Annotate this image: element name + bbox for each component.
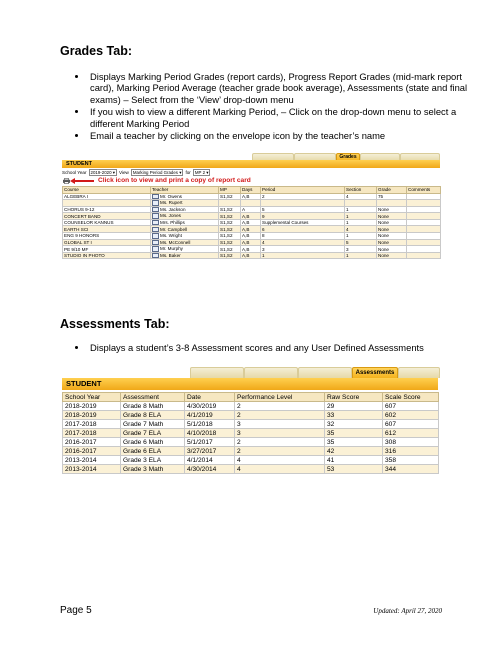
table-cell: 2018-2019 <box>63 402 121 411</box>
table-cell: 2013-2014 <box>63 456 121 465</box>
table-cell: S1,S2 <box>219 246 241 253</box>
assessments-heading: Assessments Tab: <box>60 317 170 331</box>
table-cell: Grade 8 Math <box>121 402 185 411</box>
grades-bullets <box>60 71 478 142</box>
table-cell <box>407 219 441 226</box>
table-cell: 2 <box>235 438 325 447</box>
table-cell: ENG 9 HONORS <box>63 233 151 240</box>
table-cell: 2018-2019 <box>63 411 121 420</box>
table-cell: S1,S2 <box>219 233 241 240</box>
column-header: Assessment <box>121 393 185 402</box>
table-cell: A,B <box>241 233 261 240</box>
table-cell: S1,S2 <box>219 206 241 213</box>
table-cell[interactable] <box>151 206 219 213</box>
teacher-name[interactable]: Mr. Campbell <box>160 226 188 232</box>
table-cell: S1,S2 <box>219 252 241 259</box>
school-year-label: School Year <box>62 170 87 175</box>
table-row <box>63 193 441 200</box>
table-cell: None <box>377 233 407 240</box>
table-cell: 41 <box>325 456 383 465</box>
table-cell: STUDIO IN PHOTO <box>63 252 151 259</box>
tab-inactive[interactable] <box>398 367 440 378</box>
table-cell <box>407 233 441 240</box>
table-cell: 2 <box>235 411 325 420</box>
table-cell: CHORUS 9-12 <box>63 206 151 213</box>
table-row <box>63 420 439 429</box>
table-cell: 344 <box>383 465 439 474</box>
table-cell: 2017-2018 <box>63 429 121 438</box>
table-cell: 607 <box>383 402 439 411</box>
table-row <box>63 402 439 411</box>
table-cell: 4 <box>235 465 325 474</box>
table-cell: 35 <box>325 438 383 447</box>
envelope-icon[interactable] <box>152 227 159 233</box>
table-cell[interactable] <box>151 219 219 226</box>
column-header: Scale Score <box>383 393 439 402</box>
tab-inactive[interactable] <box>244 367 298 378</box>
column-header: Grade <box>377 187 407 194</box>
table-cell: None <box>377 206 407 213</box>
table-cell: 4/1/2014 <box>185 456 235 465</box>
teacher-name[interactable]: Mr. Murphy <box>160 246 183 252</box>
table-cell: 1 <box>345 206 377 213</box>
table-cell: 6 <box>261 226 345 233</box>
column-header: Period <box>261 187 345 194</box>
table-cell <box>407 200 441 207</box>
tab-bar <box>62 153 440 160</box>
tab-inactive[interactable] <box>298 367 352 378</box>
for-label: for <box>185 170 191 175</box>
tab-grades[interactable]: Grades <box>336 153 360 161</box>
table-row <box>63 239 441 246</box>
table-row <box>63 465 439 474</box>
dropdown-arrow-icon: ▾ <box>179 170 182 175</box>
table-cell: 1 <box>261 252 345 259</box>
table-cell <box>407 252 441 259</box>
table-cell: 1 <box>345 252 377 259</box>
table-cell <box>407 213 441 220</box>
table-cell: 2 <box>235 402 325 411</box>
table-row <box>63 226 441 233</box>
table-cell: 53 <box>325 465 383 474</box>
table-cell: 29 <box>325 402 383 411</box>
table-cell <box>407 206 441 213</box>
table-cell: 358 <box>383 456 439 465</box>
table-cell: S1,S2 <box>219 226 241 233</box>
bullet-item: • If you wish to view a different Marking Period, – Click on the drop-down menu to select a different Marking Period <box>88 106 478 129</box>
table-cell <box>377 200 407 207</box>
assessments-bullets <box>60 342 478 354</box>
table-cell: Grade 7 ELA <box>121 429 185 438</box>
table-cell: 32 <box>325 420 383 429</box>
table-cell: 4/10/2018 <box>185 429 235 438</box>
table-cell[interactable] <box>151 239 219 246</box>
table-cell: 5 <box>261 206 345 213</box>
table-cell: 75 <box>377 193 407 200</box>
table-cell: 5/1/2017 <box>185 438 235 447</box>
table-cell: Grade 8 ELA <box>121 411 185 420</box>
updated-date: Updated: April 27, 2020 <box>373 607 442 615</box>
column-header: Date <box>185 393 235 402</box>
table-cell: Supplemental Courses <box>261 219 345 226</box>
table-cell: None <box>377 239 407 246</box>
column-header: MP <box>219 187 241 194</box>
column-header: Raw Score <box>325 393 383 402</box>
teacher-name[interactable]: Ms. Jones <box>160 213 181 219</box>
table-cell: 602 <box>383 411 439 420</box>
dropdown-arrow-icon: ▾ <box>206 170 209 175</box>
table-cell: Grade 3 Math <box>121 465 185 474</box>
table-cell: S1,S2 <box>219 219 241 226</box>
table-cell: S1,S2 <box>219 239 241 246</box>
table-cell: None <box>377 226 407 233</box>
table-cell: 4/30/2014 <box>185 465 235 474</box>
table-cell <box>407 193 441 200</box>
view-select[interactable]: Marking Period Grades ▾ <box>132 170 182 175</box>
table-cell: 1 <box>345 233 377 240</box>
envelope-icon[interactable] <box>152 246 159 252</box>
table-cell: CONCERT BAND <box>63 213 151 220</box>
teacher-name[interactable]: Mrs. Phillips <box>160 219 185 225</box>
table-cell[interactable] <box>151 246 219 253</box>
table-cell: A,B <box>241 239 261 246</box>
table-cell: COUNSELOR KANNUS <box>63 219 151 226</box>
table-cell[interactable] <box>151 213 219 220</box>
grades-table <box>62 186 441 259</box>
table-cell: A,B <box>241 193 261 200</box>
filter-controls <box>62 169 210 176</box>
envelope-icon[interactable] <box>152 253 159 259</box>
table-row <box>63 233 441 240</box>
table-cell: 3 <box>345 246 377 253</box>
column-header: Teacher <box>151 187 219 194</box>
table-cell: 9 <box>261 213 345 220</box>
envelope-icon[interactable] <box>152 233 159 239</box>
table-row <box>63 252 441 259</box>
table-row <box>63 411 439 420</box>
column-header: Course <box>63 187 151 194</box>
tab-assessments[interactable]: Assessments <box>352 367 398 378</box>
table-cell: Grade 6 ELA <box>121 447 185 456</box>
tab-inactive[interactable] <box>190 367 244 378</box>
page-number: Page 5 <box>60 605 92 616</box>
table-cell: A,B <box>241 252 261 259</box>
table-cell: 8 <box>261 233 345 240</box>
table-cell: 1 <box>345 219 377 226</box>
envelope-icon[interactable] <box>152 194 159 200</box>
table-cell: 4/30/2019 <box>185 402 235 411</box>
school-year-select[interactable]: 2019-2020 ▾ <box>90 170 115 175</box>
view-label: View <box>118 170 129 175</box>
grades-screenshot <box>62 153 440 261</box>
table-cell: 2 <box>235 447 325 456</box>
table-cell: None <box>377 219 407 226</box>
table-cell: 4 <box>261 239 345 246</box>
table-cell <box>219 200 241 207</box>
table-cell: 308 <box>383 438 439 447</box>
table-cell: PE 9/10 MF <box>63 246 151 253</box>
table-cell: EARTH SCI <box>63 226 151 233</box>
table-cell: 316 <box>383 447 439 456</box>
table-cell: Grade 3 ELA <box>121 456 185 465</box>
column-header: Days <box>241 187 261 194</box>
print-row <box>62 177 362 185</box>
table-cell: 3 <box>235 429 325 438</box>
teacher-name[interactable]: Ms. Baker <box>160 252 181 258</box>
table-cell <box>261 200 345 207</box>
table-cell[interactable] <box>151 200 219 207</box>
table-cell <box>407 226 441 233</box>
table-cell <box>407 246 441 253</box>
teacher-name[interactable]: Ms. Rupert <box>160 200 183 206</box>
envelope-icon[interactable] <box>152 240 159 246</box>
table-cell: 4 <box>235 456 325 465</box>
table-cell[interactable] <box>151 226 219 233</box>
table-cell: A,B <box>241 226 261 233</box>
table-cell <box>63 200 151 207</box>
envelope-icon[interactable] <box>152 200 159 206</box>
table-cell: 4 <box>345 193 377 200</box>
bullet-item: • Email a teacher by clicking on the envelope icon by the teacher’s name <box>88 130 478 141</box>
table-cell <box>407 239 441 246</box>
envelope-icon[interactable] <box>152 207 159 213</box>
table-cell: 3/27/2017 <box>185 447 235 456</box>
table-cell: 612 <box>383 429 439 438</box>
teacher-name[interactable]: Ms. Jackson <box>160 206 186 212</box>
arrow-shaft <box>72 180 94 182</box>
table-row <box>63 447 439 456</box>
table-cell <box>345 200 377 207</box>
column-header: School Year <box>63 393 121 402</box>
table-row <box>63 206 441 213</box>
table-cell: 4 <box>345 226 377 233</box>
table-cell: None <box>377 246 407 253</box>
table-cell: 2016-2017 <box>63 438 121 447</box>
table-row <box>63 213 441 220</box>
table-cell: A <box>241 206 261 213</box>
table-cell: 4/1/2019 <box>185 411 235 420</box>
teacher-name[interactable]: Ms. McConnell <box>160 239 191 245</box>
assessments-table <box>62 392 439 474</box>
table-cell: None <box>377 252 407 259</box>
column-header: Comments <box>407 187 441 194</box>
table-row <box>63 456 439 465</box>
envelope-icon[interactable] <box>152 213 159 219</box>
table-cell: 35 <box>325 429 383 438</box>
bullet-item: • Displays Marking Period Grades (report cards), Progress Report Grades (mid-mark report card), Marking Period Average (teacher grade book average), Assessments (state and final exams) – Select from the ‘View’ drop-down menu <box>88 71 478 105</box>
table-row <box>63 219 441 226</box>
table-cell: 3 <box>261 246 345 253</box>
table-cell: GLOBAL ST I <box>63 239 151 246</box>
table-cell: 607 <box>383 420 439 429</box>
column-header: Section <box>345 187 377 194</box>
table-cell <box>241 200 261 207</box>
table-cell: 2017-2018 <box>63 420 121 429</box>
student-bar: STUDENT <box>62 378 438 390</box>
table-cell: 5/1/2018 <box>185 420 235 429</box>
table-cell: 5 <box>345 239 377 246</box>
table-cell: S1,S2 <box>219 213 241 220</box>
teacher-name[interactable]: Mr. Owens <box>160 193 182 199</box>
table-cell: A,B <box>241 213 261 220</box>
table-cell: 2 <box>261 193 345 200</box>
envelope-icon[interactable] <box>152 220 159 226</box>
assessments-screenshot <box>62 367 438 475</box>
table-cell: S1,S2 <box>219 193 241 200</box>
table-cell: A,B <box>241 246 261 253</box>
teacher-name[interactable]: Ms. Wright <box>160 233 182 239</box>
print-callout: Click icon to view and print a copy of report card <box>98 177 251 184</box>
table-cell: Grade 6 Math <box>121 438 185 447</box>
table-cell: ALGEBRA I <box>63 193 151 200</box>
bullet-item: • Displays a student’s 3-8 Assessment scores and any User Defined Assessments <box>88 342 478 353</box>
table-cell: 3 <box>235 420 325 429</box>
table-cell: A,B <box>241 219 261 226</box>
dropdown-arrow-icon: ▾ <box>112 170 115 175</box>
table-row <box>63 429 439 438</box>
table-cell: 1 <box>345 213 377 220</box>
table-cell: None <box>377 213 407 220</box>
table-cell: 33 <box>325 411 383 420</box>
table-cell[interactable] <box>151 252 219 259</box>
table-row <box>63 246 441 253</box>
marking-period-select[interactable]: MP 2 ▾ <box>194 170 209 175</box>
table-cell[interactable] <box>151 233 219 240</box>
table-row <box>63 438 439 447</box>
grades-heading: Grades Tab: <box>60 44 133 58</box>
table-cell: Grade 7 Math <box>121 420 185 429</box>
printer-icon[interactable] <box>63 178 70 184</box>
table-row <box>63 200 441 207</box>
student-bar: STUDENT <box>62 160 440 168</box>
table-cell: 42 <box>325 447 383 456</box>
column-header: Performance Level <box>235 393 325 402</box>
table-cell[interactable] <box>151 193 219 200</box>
table-cell: 2016-2017 <box>63 447 121 456</box>
table-cell: 2013-2014 <box>63 465 121 474</box>
